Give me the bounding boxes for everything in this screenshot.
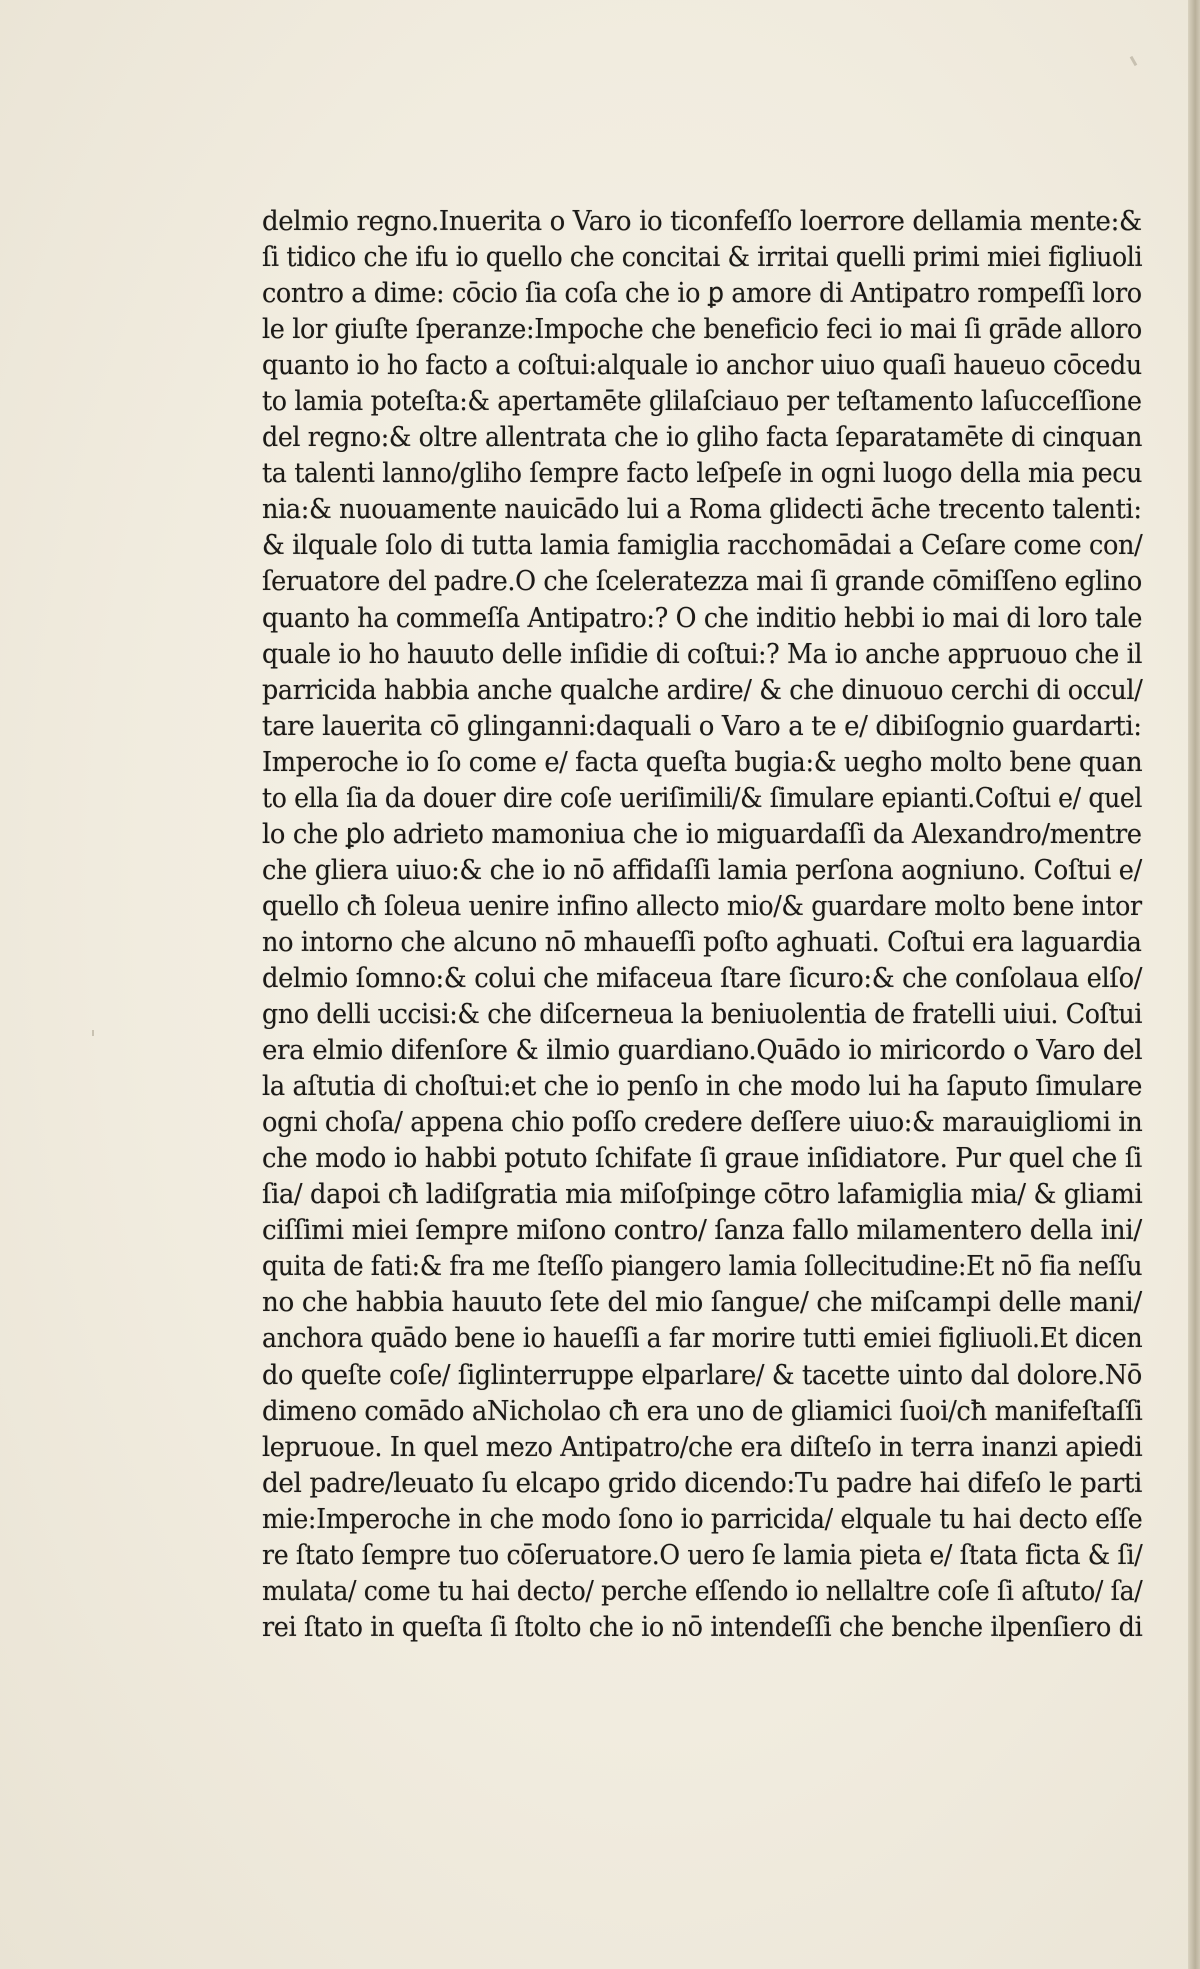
- text-block: [262, 203, 1142, 1645]
- text-line: gno delli uccisi:& che diſcerneua la beniuolentia de fratelli uiui. Coſtui: [262, 998, 1143, 1031]
- text-line: delmio regno.Inuerita o Varo io ticonfeſſo loerrore dellamia mente:&: [262, 205, 1142, 237]
- text-line: le lor giuſte ſperanze:Impoche che beneficio feci io mai ſi grāde alloro: [262, 313, 1142, 346]
- text-line: ſeruatore del padre.O che ſceleratezza mai ſi grande cōmiſſeno eglino: [262, 565, 1142, 598]
- paper-mark: [1130, 56, 1138, 66]
- text-line: delmio ſomno:& colui che mifaceua ſtare ſicuro:& che conſolaua elſo/: [262, 961, 1143, 994]
- text-line: to lamia poteſta:& apertamēte glilaſciauo per teſtamento laſucceſſione: [262, 385, 1142, 418]
- text-line: quanto io ho facto a coſtui:alquale io anchor uiuo quaſi haueuo cōcedu: [262, 349, 1142, 382]
- text-line: ſi tidico che ifu io quello che concitai & irritai quelli primi miei figliuoli: [262, 241, 1143, 274]
- text-line: & ilquale ſolo di tutta lamia famiglia racchomādai a Ceſare come con/: [262, 529, 1143, 562]
- text-line: ciſſimi miei ſempre miſono contro/ ſanza fallo milamentero della ini/: [262, 1214, 1142, 1247]
- text-line: contro a dime: cōcio ſia coſa che io ꝑ amore di Antipatro rompeſſi loro: [262, 277, 1142, 310]
- paper-mark-left: [92, 1030, 94, 1036]
- text-line: dimeno comādo aNicholao cħ era uno de gliamici ſuoi/cħ manifeſtaſſi: [262, 1394, 1143, 1427]
- text-line: ta talenti lanno/gliho ſempre facto leſpeſe in ogni luogo della mia pecu: [262, 457, 1143, 490]
- text-line: to ella ſia da douer dire coſe ueriſimili/& ſimulare epianti.Coſtui e/ quel: [262, 781, 1143, 814]
- text-line: quanto ha commeſſa Antipatro:? O che inditio hebbi io mai di loro tale: [262, 601, 1143, 634]
- text-line: lo che ꝑlo adrieto mamoniua che io miguardaſſi da Alexandro/mentre: [262, 817, 1142, 850]
- text-line: quita de fati:& fra me ſteſſo piangero lamia ſollecitudine:Et nō fia neſſu: [262, 1250, 1143, 1283]
- text-line: Imperoche io ſo come e/ facta queſta bugia:& uegho molto bene quan: [262, 745, 1143, 778]
- text-line: rei ſtato in queſta ſi ſtolto che io nō intendeſſi che benche ilpenſiero di: [262, 1610, 1143, 1643]
- text-line: anchora quādo bene io haueſſi a far morire tutti emiei figliuoli.Et dicen: [262, 1322, 1143, 1355]
- text-line: del regno:& oltre allentrata che io gliho facta ſeparatamēte di cinquan: [262, 421, 1142, 454]
- text-line: no che habbia hauuto ſete del mio ſangue/ che miſcampi delle mani/: [262, 1286, 1142, 1319]
- text-line: re ſtato ſempre tuo cōſeruatore.O uero ſe lamia pieta e/ ſtata ficta & ſi/: [262, 1538, 1143, 1571]
- text-line: quello cħ ſoleua uenire infino allecto mio/& guardare molto bene intor: [262, 889, 1142, 922]
- text-line: del padre/leuato ſu elcapo grido dicendo:Tu padre hai difeſo le parti: [262, 1466, 1143, 1499]
- text-line: nia:& nuouamente nauicādo lui a Roma glidecti āche trecento talenti:: [262, 493, 1142, 526]
- text-line: mulata/ come tu hai decto/ perche eſſendo io nellaltre coſe ſi aſtuto/ ſa/: [262, 1574, 1143, 1607]
- text-line: era elmio difenſore & ilmio guardiano.Quādo io miricordo o Varo del: [262, 1034, 1143, 1067]
- text-line: tare lauerita cō glinganni:daquali o Varo a te e/ dibiſognio guardarti:: [262, 709, 1142, 742]
- text-line: la aſtutia di choſtui:et che io penſo in che modo lui ha ſaputo ſimulare: [262, 1070, 1143, 1103]
- text-line: ogni choſa/ appena chio poſſo credere deſſere uiuo:& marauigliomi in: [262, 1106, 1143, 1139]
- text-line: mie:Imperoche in che modo ſono io parricida/ elquale tu hai decto eſſe: [262, 1502, 1143, 1535]
- text-line: che gliera uiuo:& che io nō affidaſſi lamia perſona aogniuno. Coſtui e/: [262, 853, 1142, 886]
- text-line: parricida habbia anche qualche ardire/ & che dinuouo cerchi di occul/: [262, 673, 1143, 706]
- text-line: che modo io habbi potuto ſchifate ſi graue inſidiatore. Pur quel che ſi: [262, 1142, 1142, 1175]
- text-line: quale io ho hauuto delle inſidie di coſtui:? Ma io anche appruouo che il: [262, 637, 1143, 670]
- text-line: ſia/ dapoi cħ ladiſgratia mia miſoſpinge cōtro lafamiglia mia/ & gliami: [262, 1178, 1143, 1211]
- page-edge: [1188, 0, 1200, 1969]
- text-line: no intorno che alcuno nō mhaueſſi poſto aghuati. Coſtui era laguardia: [262, 925, 1142, 958]
- text-line: do queſte coſe/ ſiglinterruppe elparlare/ & tacette uinto dal dolore.Nō: [262, 1358, 1142, 1391]
- text-line: lepruoue. In quel mezo Antipatro/che era diſteſo in terra inanzi apiedi: [262, 1430, 1143, 1463]
